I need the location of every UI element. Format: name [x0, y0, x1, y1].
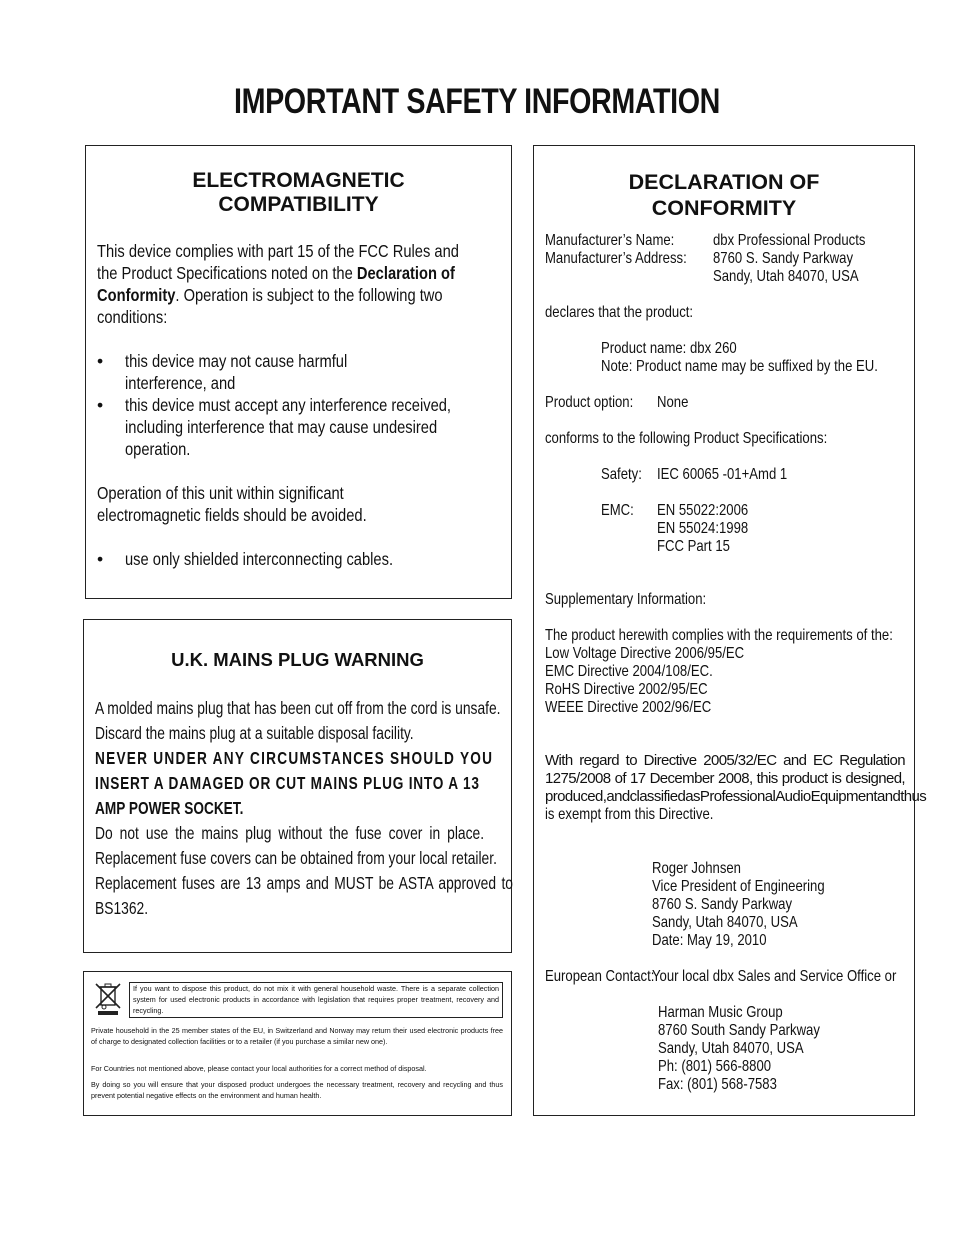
contact-phone: Ph: (801) 566-8800: [658, 1058, 772, 1075]
regard-word: is: [831, 770, 842, 787]
emc-bullet-text: interference, and: [125, 373, 236, 393]
uk-warning: NEVER UNDER ANY CIRCUMSTANCES SHOULD YOU: [95, 748, 494, 768]
weee-section: [83, 971, 512, 1116]
weee-text: Private household in the 25 member states of the EU, in Switzerland and Norway may return their used electronic products free of charge to designated collection facilities or to a retailer (if you purchase a similar new one).: [91, 1026, 503, 1046]
regard-word: Equipment: [810, 788, 877, 805]
declares-text: declares that the product:: [545, 304, 694, 321]
emc-standard: EN 55022:2006: [657, 502, 749, 519]
mfr-name-label: Manufacturer’s Name:: [545, 232, 675, 249]
supp-label: Supplementary Information:: [545, 591, 707, 608]
weee-notice: If you want to dispose this product, do not mix it with general household waste. There is a separate collection system for used electronic products in accordance with legislation that requires proper treatment, recovery and recycling.: [129, 982, 503, 1018]
regard-word: designed,: [845, 770, 905, 787]
uk-warning: AMP POWER SOCKET.: [95, 798, 244, 818]
emc-standard: FCC Part 15: [657, 538, 730, 555]
declaration-heading-line: DECLARATION OF: [628, 170, 820, 194]
uk-text: BS1362.: [95, 898, 149, 918]
regard-word: regard: [579, 752, 620, 769]
bullet: •: [97, 395, 104, 415]
regard-word: produced,: [545, 788, 607, 805]
emc-bullet-text: this device must accept any interference received,: [125, 395, 452, 415]
contact-fax: Fax: (801) 568-7583: [658, 1076, 777, 1093]
regard-word: Audio: [775, 788, 811, 805]
uk-text: Replacement fuse covers can be obtained from your local retailer.: [95, 848, 497, 868]
directive: EMC Directive 2004/108/EC.: [545, 663, 713, 680]
uk-text: Replacement fuses are 13 amps and MUST be ASTA approved to: [95, 873, 513, 893]
emc-bullet-text: operation.: [125, 439, 191, 459]
signer-line: Roger Johnsen: [652, 860, 741, 877]
page-title: IMPORTANT SAFETY INFORMATION: [234, 82, 720, 121]
uk-plug-section: [83, 619, 512, 953]
emc-text: Conformity. Operation is subject to the following two: [97, 285, 443, 305]
safety-label: Safety:: [601, 466, 642, 483]
product-name: Product name: dbx 260: [601, 340, 737, 357]
contact-line: Sandy, Utah 84070, USA: [658, 1040, 804, 1057]
regard-word: and: [606, 788, 630, 805]
eu-contact-label: European Contact:: [545, 968, 655, 985]
emc-text: conditions:: [97, 307, 168, 327]
regard-word: Directive: [643, 752, 697, 769]
emc-standard: EN 55024:1998: [657, 520, 749, 537]
crossed-bin-icon: [93, 981, 123, 1017]
regard-word: 1275/2008: [545, 770, 611, 787]
regard-word: and: [783, 752, 807, 769]
contact-line: Harman Music Group: [658, 1004, 783, 1021]
uk-heading: U.K. MAINS PLUG WARNING: [171, 649, 424, 670]
emc-bullet-text: including interference that may cause undesired: [125, 417, 438, 437]
signer-line: Sandy, Utah 84070, USA: [652, 914, 798, 931]
emc-heading-line: ELECTROMAGNETIC: [192, 169, 405, 192]
emc-text: the Product Specifications noted on the Declaration of: [97, 263, 455, 283]
signer-line: Vice President of Engineering: [652, 878, 825, 895]
bullet: •: [97, 351, 104, 371]
regard-word: 17: [629, 770, 646, 787]
mfr-name: dbx Professional Products: [713, 232, 866, 249]
conforms-text: conforms to the following Product Specifications:: [545, 430, 828, 447]
emc-bullet-text: use only shielded interconnecting cables.: [125, 549, 394, 569]
directive: RoHS Directive 2002/95/EC: [545, 681, 708, 698]
contact-line: 8760 South Sandy Parkway: [658, 1022, 820, 1039]
regard-word: classified: [629, 788, 686, 805]
emc-heading-line: COMPATIBILITY: [218, 193, 379, 216]
regard-word: December: [649, 770, 714, 787]
uk-text: A molded mains plug that has been cut off from the cord is unsafe.: [95, 698, 501, 718]
doc-reference: Declaration of: [356, 263, 455, 283]
complies-text: The product herewith complies with the requirements of the:: [545, 627, 893, 644]
eu-contact-value: Your local dbx Sales and Service Office or: [652, 968, 897, 985]
option-label: Product option:: [545, 394, 634, 411]
emc-label: EMC:: [601, 502, 634, 519]
signer-line: 8760 S. Sandy Parkway: [652, 896, 793, 913]
declaration-section: [533, 145, 927, 1116]
declaration-heading: [534, 169, 914, 221]
uk-warning: INSERT A DAMAGED OR CUT MAINS PLUG INTO A 13: [95, 773, 480, 793]
emc-heading: [86, 169, 511, 217]
mfr-addr: 8760 S. Sandy Parkway: [713, 250, 854, 267]
directive: WEEE Directive 2002/96/EC: [545, 699, 712, 716]
safety-value: IEC 60065 -01+Amd 1: [657, 466, 788, 483]
product-note: Note: Product name may be suffixed by the EU.: [601, 358, 878, 375]
weee-text: For Countries not mentioned above, please contact your local authorities for a correct method of disposal.: [91, 1064, 427, 1073]
regard-word: Regulation: [839, 752, 905, 769]
weee-text: By doing so you will ensure that your disposed product undergoes the necessary treatment, recovery and recycling and thus prevent potential negative effects on the environment and human health.: [91, 1080, 503, 1100]
regard-word: and: [876, 788, 901, 805]
regard-word: 2008,: [718, 770, 753, 787]
emc-text: This device complies with part 15 of the FCC Rules and: [97, 241, 459, 261]
doc-reference: Conformity: [97, 285, 176, 305]
regard-word: 2005/32/EC: [703, 752, 777, 769]
regard-word: With: [545, 752, 573, 769]
signer-date: Date: May 19, 2010: [652, 932, 767, 949]
emc-bullet-text: this device may not cause harmful: [125, 351, 348, 371]
declaration-heading-line: CONFORMITY: [651, 196, 797, 220]
regard-word: Professional: [699, 788, 776, 805]
uk-text: Do not use the mains plug without the fuse cover in place.: [95, 823, 485, 843]
directive: Low Voltage Directive 2006/95/EC: [545, 645, 745, 662]
regard-word: as: [685, 788, 700, 805]
regard-word: EC: [812, 752, 833, 769]
emc-text: Operation of this unit within significant: [97, 483, 344, 503]
mfr-addr: Sandy, Utah 84070, USA: [713, 268, 859, 285]
uk-text: Discard the mains plug at a suitable disposal facility.: [95, 723, 414, 743]
emc-text: electromagnetic fields should be avoided.: [97, 505, 367, 525]
regard-word: to: [625, 752, 637, 769]
regard-word: this: [756, 770, 778, 787]
regard-word: of: [614, 770, 626, 787]
mfr-addr-label: Manufacturer’s Address:: [545, 250, 687, 267]
directive-regard-text: With regard to Directive 2005/32/EC and EC Regulation 1275/2008 of 17 December 2008, this product is designed, produced, and classified as Professional Audio Equipment and thus is exempt from this Directive.: [545, 752, 927, 823]
option-value: None: [657, 394, 689, 411]
bullet: •: [97, 549, 104, 569]
regard-word: product: [781, 770, 828, 787]
regard-word: thus: [900, 788, 927, 805]
emc-section: [85, 145, 512, 599]
